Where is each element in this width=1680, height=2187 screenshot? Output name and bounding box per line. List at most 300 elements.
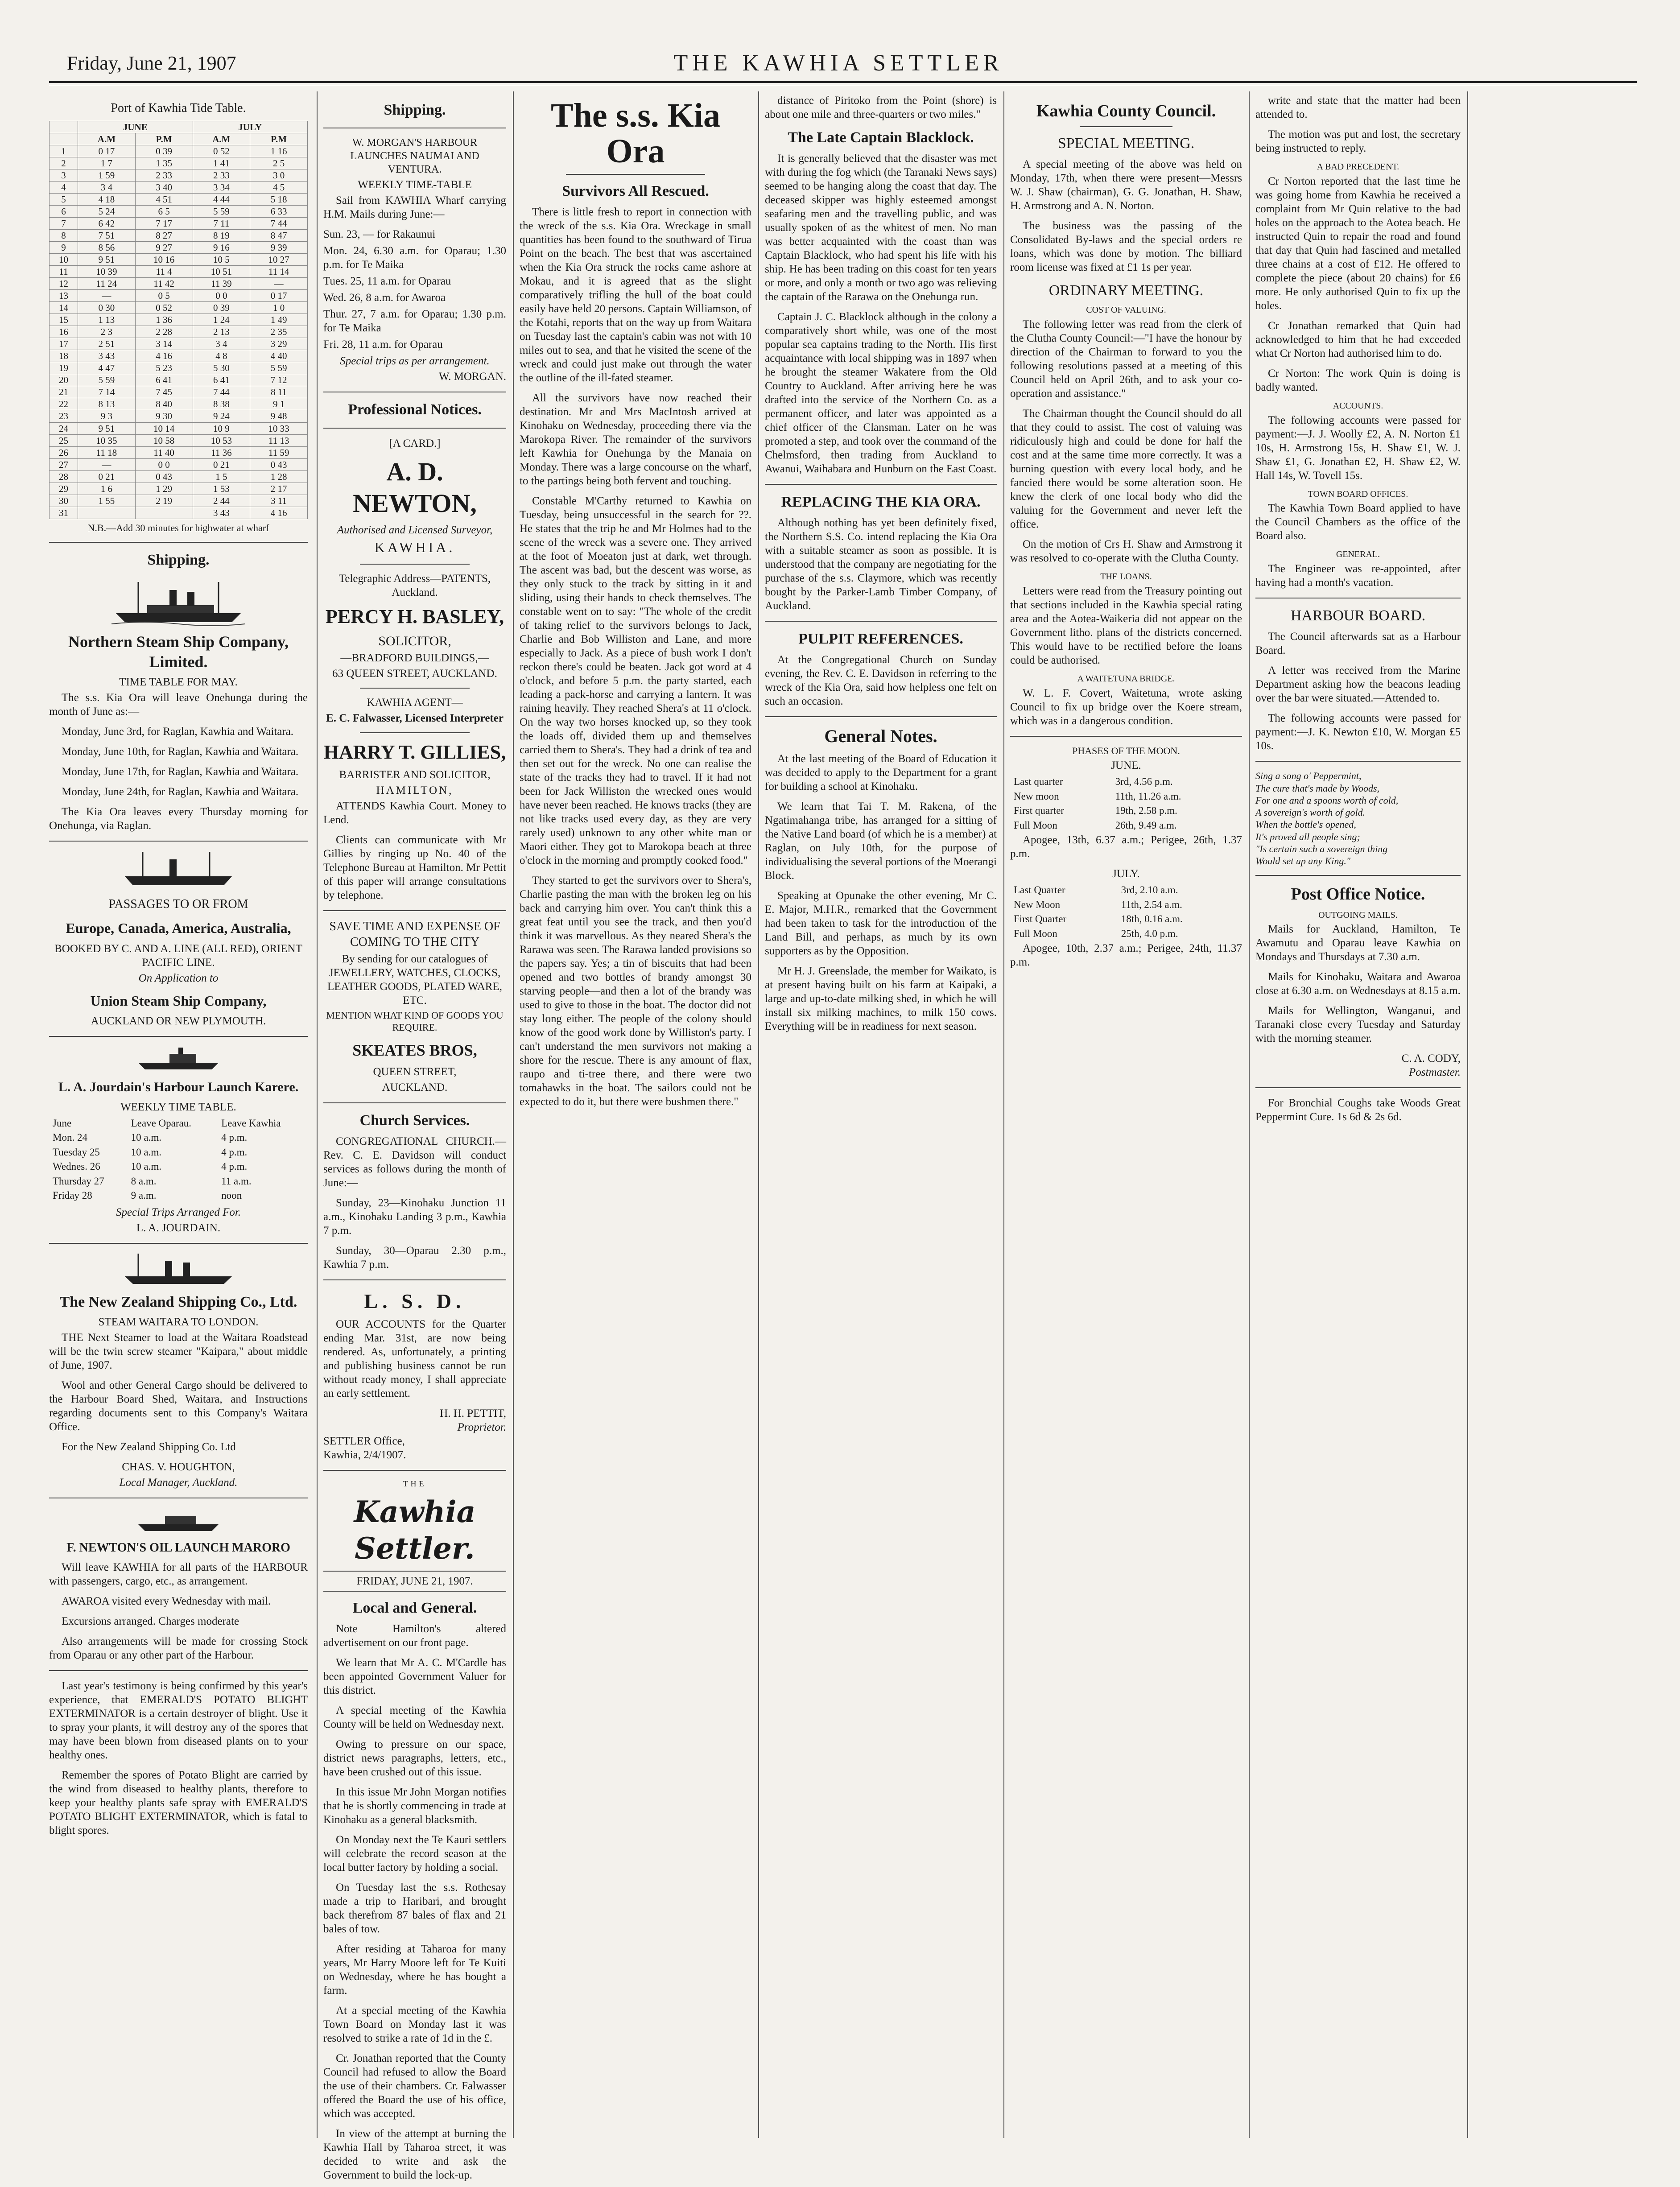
poem-line: When the bottle's opened, — [1255, 819, 1356, 830]
moon-cell: 26th, 9.49 a.m. — [1115, 819, 1177, 831]
morgan-schedule: Thur. 27, 7 a.m. for Oparau; 1.30 p.m. for Te Maika — [323, 308, 506, 334]
tide-cell: 2 51 — [78, 338, 136, 350]
harbour-text: The following accounts were passed for payment:—J. K. Newton £10, W. Morgan £5 10s. — [1255, 712, 1461, 752]
poem-line: A sovereign's worth of gold. — [1255, 807, 1366, 818]
morgan-schedule: Fri. 28, 11 a.m. for Oparau — [323, 338, 443, 351]
launch-illustration — [134, 1506, 223, 1533]
tide-cell: 7 44 — [250, 217, 308, 229]
basley-role: SOLICITOR, — [378, 633, 451, 648]
tide-cell: 27 — [50, 458, 78, 470]
precedent-heading: A BAD PRECEDENT. — [1317, 162, 1399, 172]
ordinary-paragraph: On the motion of Crs H. Shaw and Armstrong it was resolved to co-operate with the Clutha County. — [1010, 538, 1242, 565]
divider — [49, 542, 308, 543]
tide-cell: 1 24 — [193, 314, 250, 326]
tide-cell: 7 51 — [78, 230, 136, 242]
divider — [1255, 761, 1461, 762]
tide-cell: 4 40 — [250, 350, 308, 362]
divider — [765, 621, 997, 622]
tide-col-header: P.M — [135, 133, 193, 145]
nss-text: Monday, June 17th, for Raglan, Kawhia and Waitara. — [62, 766, 299, 778]
moon-cell: 18th, 0.16 a.m. — [1121, 913, 1183, 925]
tide-cell: 20 — [50, 374, 78, 386]
gillies-text: Clients can communicate with Mr Gillies by ringing up No. 40 of the Telephone Bureau at Hamilton. Mr Pettit of this paper will arrange consultations by telephone. — [323, 834, 506, 902]
tide-cell: 6 41 — [135, 374, 193, 386]
moon-note: Apogee, 10th, 2.37 a.m.; Perigee, 24th, 11.37 p.m. — [1010, 942, 1242, 969]
moon-month: JUNE. — [1111, 759, 1141, 772]
gillies-text: ATTENDS Kawhia Court. Money to Lend. — [323, 800, 506, 826]
launch-illustration — [134, 1045, 223, 1072]
column-divider — [317, 91, 318, 2138]
morgan-schedule: Tues. 25, 11 a.m. for Oparau — [323, 275, 451, 288]
tide-cell: 2 17 — [250, 483, 308, 495]
general-note: We learn that Tai T. M. Rakena, of the Ngatimahanga tribe, has arranged for a sitting of the Native Land board (of which he is a member) at Raglan, on July 10th, for the purpose of individualising the several portions of the Moerangi Block. — [765, 801, 997, 882]
agent-name: E. C. Falwasser, Licensed Interpreter — [326, 712, 504, 724]
peppermint-ad: For Bronchial Coughs take Woods Great Peppermint Cure. 1s 6d & 2s 6d. — [1255, 1097, 1461, 1123]
bridge-heading: A WAITETUNA BRIDGE. — [1077, 674, 1175, 684]
special-meeting-text: The business was the passing of the Consolidated By-laws and the special orders re loans, which was done by motion. The billiard room license was fixed at £1 1s per year. — [1010, 220, 1242, 274]
tide-cell: 10 35 — [78, 434, 136, 446]
pulpit-heading: PULPIT REFERENCES. — [798, 631, 963, 648]
morgan-schedule: Sun. 23, — for Rakaunui — [323, 228, 436, 241]
tide-cell: 9 16 — [193, 242, 250, 254]
nzsc-signature: CHAS. V. HOUGHTON, — [122, 1461, 235, 1473]
poem-line: For one and a spoons worth of cold, — [1255, 794, 1399, 806]
ordinary-paragraph: The following letter was read from the clerk of the Clutha County Council:—"I have the honour by direction of the Chairman to forward to you the following resolutions passed at a meeting of this Council held on April 26th, and to ask your co-operation and assistance." — [1010, 318, 1242, 400]
tide-cell: 5 59 — [250, 362, 308, 374]
tide-cell: 3 14 — [135, 338, 193, 350]
moon-row — [1011, 927, 1241, 941]
tide-cell: 2 28 — [135, 326, 193, 338]
tide-row — [50, 145, 308, 157]
kiaora-paragraph: There is little fresh to report in connection with the wreck of the s.s. Kia Ora. Wreckage in small quantities has been found to the southward of Tirua Point on the beach. The best that was ascertained when the Kia Ora struck the rocks came ashore at Mokau, and it is agreed that as the slight comparatively trifling the hull of the boat could easily have held 20 persons. Captain Williamson, of the Kotahi, reports that on the way up from Waitara on Tuesday last the captain's cabin was not with 10 miles out to sea, and that he visited the scene of the wreck and could just make out through the water the outline of the ill-fated steamer. — [520, 206, 751, 384]
tide-cell: 0 43 — [135, 470, 193, 483]
local-paragraph: Owing to pressure on our space, district news paragraphs, letters, etc., have been crushed out of this issue. — [323, 1738, 506, 1778]
tide-cell: 3 — [50, 169, 78, 181]
tide-cell: 9 30 — [135, 410, 193, 422]
tide-cell: 0 43 — [250, 458, 308, 470]
lsd-heading: L. S. D. — [364, 1290, 466, 1313]
tide-cell: 9 1 — [250, 398, 308, 410]
tide-cell: 10 51 — [193, 266, 250, 278]
tide-cell: 0 17 — [250, 290, 308, 302]
nss-text: The s.s. Kia Ora will leave Onehunga during the month of June as:— — [49, 692, 308, 718]
tide-cell — [78, 507, 136, 519]
skeates-address: QUEEN STREET, — [373, 1065, 457, 1078]
tide-cell: 0 5 — [135, 290, 193, 302]
moon-cell: Last quarter — [1014, 776, 1063, 788]
tide-cell: 3 0 — [250, 169, 308, 181]
tide-cell: 5 30 — [193, 362, 250, 374]
tide-cell: 7 11 — [193, 217, 250, 229]
nzsc-text: For the New Zealand Shipping Co. Ltd — [62, 1440, 236, 1453]
local-paragraph: On Monday next the Te Kauri settlers will celebrate the record season at the local butter factory by holding a social. — [323, 1834, 506, 1874]
tide-cell: 3 29 — [250, 338, 308, 350]
morgan-note: Special trips as per arrangement. — [340, 355, 490, 367]
tide-cell: 4 16 — [250, 507, 308, 519]
nameplate-date: FRIDAY, JUNE 21, 1907. — [356, 1575, 473, 1588]
post-office-text: Mails for Auckland, Hamilton, Te Awamutu and Oparau leave Kawhia on Mondays and Thursdays at 7.30 a.m. — [1255, 923, 1461, 963]
moon-table-june — [1010, 774, 1242, 833]
timetable-cell: June — [53, 1117, 72, 1129]
column-divider — [1003, 91, 1004, 2138]
tide-col-header — [50, 133, 78, 145]
tide-row — [50, 326, 308, 338]
timetable-row — [50, 1189, 307, 1203]
tide-cell: 8 56 — [78, 242, 136, 254]
harbour-board-heading: HARBOUR BOARD. — [1290, 607, 1426, 624]
article-paragraph: The motion was put and lost, the secretary being instructed to reply. — [1255, 128, 1461, 154]
tide-cell: 10 16 — [135, 254, 193, 266]
steamship-illustration — [111, 578, 245, 627]
tide-month: JULY — [193, 121, 307, 133]
bridge-text: W. L. F. Covert, Waitetuna, wrote asking Council to fix up bridge over the Koere stream, which was in a dangerous condition. — [1010, 687, 1242, 727]
replacing-heading: REPLACING THE KIA ORA. — [781, 494, 981, 511]
newton-launch-text: Will leave KAWHIA for all parts of the HARBOUR with passengers, cargo, etc., as arrangement. — [49, 1561, 308, 1587]
precedent-paragraph: Cr Norton reported that the last time he was going home from Kawhia he received a complaint from Mr Quin relative to the bad holes on the approach to the Aotea beach. He instructed Quin to repair the road and found that day that Quin had fascined and metalled three chains at a cost of £12. He offered to complete the piece (about 20 chains) for £6 more. He only authorised Quin to fix up the holes. — [1255, 175, 1461, 312]
timetable-header — [50, 1117, 307, 1131]
passages-apply: On Application to — [138, 972, 219, 984]
tide-cell: 23 — [50, 410, 78, 422]
poem-line: It's proved all people sing; — [1255, 831, 1360, 842]
timetable-row — [50, 1146, 307, 1160]
tide-cell: 6 42 — [78, 217, 136, 229]
general-text: The Engineer was re-appointed, after having had a month's vacation. — [1255, 563, 1461, 589]
timetable-cell: Wednes. 26 — [53, 1161, 100, 1172]
post-office-signature: C. A. CODY, — [1401, 1052, 1461, 1065]
moon-table-july — [1010, 883, 1242, 941]
kiaora-paragraph: All the survivors have now reached their destination. Mr and Mrs MacIntosh arrived at Kinohaku on Wednesday, proceeding there via the Marokopa River. The remainder of the survivors left Kawhia for Onehunga by the Manaia on Monday. There was a large concourse on the wharf, to the partings being both fervent and touching. — [520, 392, 751, 487]
replacing-text: Although nothing has yet been definitely fixed, the Northern S.S. Co. intend replacing the Kia Ora with a suitable steamer as soon as possible. It is understood that the company are negotiating for the purchase of the s.s. Claymore, which was recently bought by the Parker-Lamb Timber Company, of Auckland. — [765, 517, 997, 612]
local-paragraph: In view of the attempt at burning the Kawhia Hall by Taharoa street, it was decided to write and ask the Government to build the lock-up. — [323, 2128, 506, 2182]
moon-phases-heading: PHASES OF THE MOON. — [1072, 745, 1180, 756]
tide-table-title: Port of Kawhia Tide Table. — [111, 101, 246, 115]
timetable-cell: Tuesday 25 — [53, 1146, 100, 1158]
morgan-subtitle: WEEKLY TIME-TABLE — [358, 179, 472, 191]
blacklock-paragraph: Captain J. C. Blacklock although in the colony a comparatively short while, was one of the most popular sea captains trading to the North. His first acquaintance with local shipping was in 1897 when he brought the steamer Wakatere from the Old Country to Auckland. After arriving here he was drafted into the service of the Northern Co. as a permanent officer, and later was appointed as a chief officer of the Clansman. Later on he was promoted a step, and took over the command of the Chelmsford, then trading from Auckland to Awanui, Waihabara and Hunburn on the East Coast. — [765, 311, 997, 475]
newton-launch-text: AWAROA visited every Wednesday with mail. — [62, 1595, 271, 1607]
tide-cell: 11 42 — [135, 278, 193, 290]
jourdain-title: L. A. Jourdain's Harbour Launch Karere. — [58, 1080, 299, 1095]
pulpit-text: At the Congregational Church on Sunday evening, the Rev. C. E. Davidson in referring to the wreck of the Kia Ora, said how helpless one felt on such an occasion. — [765, 654, 997, 708]
tide-cell: 4 51 — [135, 193, 193, 205]
column-divider — [758, 91, 759, 2138]
skeates-text: MENTION WHAT KIND OF GOODS YOU REQUIRE. — [326, 1009, 504, 1033]
general-note: At the last meeting of the Board of Education it was decided to apply to the Department for a grant for building a school at Kinohaku. — [765, 753, 997, 793]
church-text: Sunday, 23—Kinohaku Junction 11 a.m., Kinohaku Landing 3 p.m., Kawhia 7 p.m. — [323, 1197, 506, 1237]
tide-cell: 7 12 — [250, 374, 308, 386]
nss-subtitle: TIME TABLE FOR MAY. — [119, 676, 238, 689]
divider — [360, 688, 470, 689]
tide-cell: 15 — [50, 314, 78, 326]
gillies-name: HARRY T. GILLIES, — [323, 741, 506, 763]
poem-line: The cure that's made by Woods, — [1255, 782, 1380, 794]
church-text: CONGREGATIONAL CHURCH.—Rev. C. E. Davidson will conduct services as follows during the month of June:— — [323, 1135, 506, 1189]
usc-place: AUCKLAND OR NEW PLYMOUTH. — [91, 1015, 266, 1027]
peppermint-poem — [1255, 770, 1461, 867]
tide-cell: 18 — [50, 350, 78, 362]
tide-note: N.B.—Add 30 minutes for highwater at wharf — [87, 522, 269, 533]
gillies-place: HAMILTON, — [376, 784, 454, 797]
tide-cell: 2 33 — [193, 169, 250, 181]
tide-cell: 9 39 — [250, 242, 308, 254]
tide-cell: 4 47 — [78, 362, 136, 374]
tide-cell: 3 4 — [78, 181, 136, 193]
tide-cell: 7 45 — [135, 386, 193, 398]
morgan-schedule: Sail from KAWHIA Wharf carrying H.M. Mails during June:— — [323, 194, 506, 221]
tide-cell: 1 — [50, 145, 78, 157]
masthead — [67, 48, 1610, 77]
tide-row — [50, 507, 308, 519]
divider — [323, 1571, 506, 1572]
tide-cell: 26 — [50, 446, 78, 458]
tide-row — [50, 181, 308, 193]
moon-row — [1011, 804, 1241, 818]
tide-cell: 21 — [50, 386, 78, 398]
timetable-row — [50, 1131, 307, 1145]
column-3 — [520, 94, 751, 2138]
divider — [1255, 1087, 1461, 1088]
morgan-schedule: Mon. 24, 6.30 a.m. for Oparau; 1.30 p.m. for Te Maika — [323, 245, 506, 271]
post-office-heading: Post Office Notice. — [1291, 885, 1425, 904]
divider — [1080, 126, 1172, 127]
post-office-signature-role: Postmaster. — [1409, 1066, 1461, 1079]
timetable-row — [50, 1160, 307, 1174]
church-heading: Church Services. — [359, 1112, 470, 1129]
column-divider — [1249, 91, 1250, 2138]
nss-text: Monday, June 3rd, for Raglan, Kawhia and Waitara. — [62, 726, 294, 738]
tide-col-header: P.M — [250, 133, 308, 145]
tide-cell: 1 29 — [135, 483, 193, 495]
tide-row — [50, 242, 308, 254]
tide-cell: 10 9 — [193, 422, 250, 434]
steamship-illustration — [120, 850, 236, 890]
tide-cell: 10 — [50, 254, 78, 266]
moon-cell: 19th, 2.58 p.m. — [1115, 805, 1177, 817]
newton-place: KAWHIA. — [374, 539, 455, 556]
divider — [765, 716, 997, 717]
tide-cell: 10 27 — [250, 254, 308, 266]
tide-cell: 3 43 — [78, 350, 136, 362]
tide-cell: 1 41 — [193, 157, 250, 169]
nameplate: Kawhia Settler. — [354, 1494, 476, 1566]
tide-row — [50, 483, 308, 495]
moon-row — [1011, 883, 1241, 897]
tide-cell: 0 39 — [135, 145, 193, 157]
tide-row — [50, 266, 308, 278]
tide-cell: 16 — [50, 326, 78, 338]
tide-cell: 1 55 — [78, 495, 136, 507]
tide-cell: 10 33 — [250, 422, 308, 434]
accounts-text: The following accounts were passed for payment:—J. J. Woolly £2, A. N. Norton £1 10s, H. Armstrong 15s, H. Shaw £1, W. J. Shaw £1, G. Jonathan £2, H. Shaw £2, W. Hall 14s, W. Tovell 15s. — [1255, 414, 1461, 482]
timetable-cell: Friday 28 — [53, 1190, 92, 1201]
local-paragraph: Note Hamilton's altered advertisement on our front page. — [323, 1623, 506, 1649]
timetable-cell: 11 a.m. — [221, 1175, 252, 1187]
tide-cell: 10 39 — [78, 266, 136, 278]
tide-cell: 11 36 — [193, 446, 250, 458]
general-heading: GENERAL. — [1336, 549, 1380, 560]
tide-row — [50, 374, 308, 386]
general-note: Speaking at Opunake the other evening, Mr C. E. Major, M.H.R., remarked that the Government had been taken to task for the introduction of the Land Bill, and perhaps, as much by its own supporters as by the Opposition. — [765, 890, 997, 957]
tide-cell: 2 35 — [250, 326, 308, 338]
church-text: Sunday, 30—Oparau 2.30 p.m., Kawhia 7 p.m. — [323, 1245, 506, 1271]
tide-cell: 1 7 — [78, 157, 136, 169]
tide-col-header: A.M — [193, 133, 250, 145]
jourdain-signature: L. A. JOURDAIN. — [136, 1221, 221, 1234]
moon-cell: 25th, 4.0 p.m. — [1121, 928, 1178, 939]
tide-cell: 5 23 — [135, 362, 193, 374]
tide-row — [50, 314, 308, 326]
nzsc-text: THE Next Steamer to load at the Waitara Roadstead will be the twin screw steamer "Kaipara," about middle of June, 1907. — [49, 1331, 308, 1371]
skeates-headline: SAVE TIME AND EXPENSE OF COMING TO THE CITY — [329, 920, 500, 949]
lsd-signature: H. H. PETTIT, — [440, 1407, 506, 1420]
local-paragraph: On Tuesday last the s.s. Rothesay made a trip to Haribari, and brought back therefrom 87 bales of flax and 21 bales of tow. — [323, 1882, 506, 1935]
divider — [323, 1470, 506, 1471]
moon-row — [1011, 790, 1241, 804]
moon-cell: 3rd, 2.10 a.m. — [1121, 884, 1178, 896]
column-1 — [49, 94, 308, 2138]
tide-row — [50, 470, 308, 483]
nameplate-the: THE — [403, 1479, 427, 1489]
tide-cell: 2 5 — [250, 157, 308, 169]
nzsc-subtitle: STEAM WAITARA TO LONDON. — [98, 1316, 259, 1328]
tide-row — [50, 338, 308, 350]
tide-row — [50, 434, 308, 446]
tide-cell: 9 48 — [250, 410, 308, 422]
tide-cell: 1 49 — [250, 314, 308, 326]
tide-cell: 9 24 — [193, 410, 250, 422]
nzsc-text: Wool and other General Cargo should be delivered to the Harbour Board Shed, Waitara, and Instructions regarding documents sent to this Company's Waitara Office. — [49, 1379, 308, 1433]
potato-ad-text: Last year's testimony is being confirmed by this year's experience, that EMERALD'S POTATO BLIGHT EXTERMINATOR is a certain destroyer of blight. Use it to spray your plants, it will destroy any of the spores that may have been blown from diseased plants on to your healthy ones. — [49, 1679, 308, 1761]
column-5 — [1010, 94, 1242, 2138]
poem-line: Would set up any King." — [1255, 855, 1351, 867]
tide-cell: 2 — [50, 157, 78, 169]
tide-cell: 9 3 — [78, 410, 136, 422]
timetable-row — [50, 1175, 307, 1188]
tide-cell: 24 — [50, 422, 78, 434]
timetable-cell: 10 a.m. — [131, 1161, 161, 1172]
shipping-heading: Shipping. — [147, 552, 210, 569]
poem-line: Sing a song o' Peppermint, — [1255, 770, 1362, 782]
tide-cell: 19 — [50, 362, 78, 374]
tide-row — [50, 278, 308, 290]
tide-cell: 8 38 — [193, 398, 250, 410]
moon-cell: First Quarter — [1014, 913, 1067, 925]
tide-cell: 11 — [50, 266, 78, 278]
tide-cell: 5 59 — [78, 374, 136, 386]
tide-cell: 29 — [50, 483, 78, 495]
card-label: [A CARD.] — [389, 437, 441, 450]
column-divider — [513, 91, 514, 2138]
moon-cell: Full Moon — [1014, 928, 1057, 939]
nzsc-title: The New Zealand Shipping Co., Ltd. — [59, 1293, 297, 1310]
tide-cell: 11 40 — [135, 446, 193, 458]
general-notes-heading: General Notes. — [824, 726, 937, 747]
passages-lines: BOOKED BY C. AND A. LINE (ALL RED), ORIENT PACIFIC LINE. — [54, 942, 302, 969]
jourdain-subtitle: WEEKLY TIME TABLE. — [120, 1101, 236, 1113]
shipping-heading: Shipping. — [384, 102, 446, 118]
local-general-heading: Local and General. — [352, 1600, 477, 1617]
post-office-subheading: OUTGOING MAILS. — [1318, 910, 1398, 920]
tide-cell: 8 — [50, 230, 78, 242]
steamship-illustration — [120, 1252, 236, 1287]
ordinary-paragraph: The Chairman thought the Council should do all that they could to assist. The cost of valuing was ridiculously high and could be done for half the cost and at the same time more correctly. It was a burning question with every local body, and he fancied there would be some alteration soon. He knew the clerk of one local body who did the valuing for the Government and never left the office. — [1010, 408, 1242, 531]
timetable-cell: 8 a.m. — [131, 1175, 157, 1187]
tide-cell: 2 19 — [135, 495, 193, 507]
gillies-role: BARRISTER AND SOLICITOR, — [339, 769, 491, 781]
tide-cell: 0 17 — [78, 145, 136, 157]
tide-cell: 9 51 — [78, 254, 136, 266]
tide-month: JUNE — [78, 121, 193, 133]
local-paragraph: A special meeting of the Kawhia County will be held on Wednesday next. — [323, 1704, 506, 1731]
tide-cell: 0 21 — [78, 470, 136, 483]
tide-cell: 4 — [50, 181, 78, 193]
basley-name: PERCY H. BASLEY, — [325, 606, 504, 628]
timetable-cell: Mon. 24 — [53, 1132, 87, 1143]
moon-row — [1011, 819, 1241, 833]
divider — [566, 174, 705, 175]
tide-header-row — [50, 133, 308, 145]
tide-cell: 30 — [50, 495, 78, 507]
tide-row — [50, 386, 308, 398]
tide-cell: 31 — [50, 507, 78, 519]
skeates-name: SKEATES BROS, — [352, 1041, 477, 1060]
kiaora-paragraph: They started to get the survivors over to Shera's, Charlie pasting the man with the broken leg on his back and carrying him over. You can't think this a great feat until you see the track, and then you'd think it was marvellous. As they neared Shera's the Rarawa was seen. The Rarawa landed provisions so the papers say. Yes; a tin of biscuits that had been opened and two bottles of brandy amongst 30 starving people—and then a lot of the brandy was used to give to those in the boat. The doctor did not stay long either. The people of the colony should know of the good work done by Williston's party. I can't understand the men survivors not making a shore for the rescue. There is any amount of flax, raupo and ti-tree there, and there were two tomahawks in the boat. The sailors could not be expected to do it, but there were bushmen there." — [520, 874, 751, 1108]
tide-cell: 4 44 — [193, 193, 250, 205]
tide-cell: 10 53 — [193, 434, 250, 446]
tide-cell: 9 51 — [78, 422, 136, 434]
divider — [323, 428, 506, 429]
professional-heading: Professional Notices. — [348, 401, 482, 418]
local-paragraph: Cr. Jonathan reported that the County Council had refused to allow the Board the use of their chambers. Cr. Falwasser offered the Board the use of his office, which was accepted. — [323, 2052, 506, 2120]
harbour-text: The Council afterwards sat as a Harbour Board. — [1255, 631, 1461, 657]
moon-row — [1011, 775, 1241, 789]
tide-cell: 6 — [50, 205, 78, 217]
tide-cell: 1 5 — [193, 470, 250, 483]
timetable-cell: 4 p.m. — [221, 1132, 248, 1143]
tide-cell: 7 — [50, 217, 78, 229]
basley-address: —BRADFORD BUILDINGS,— — [340, 652, 489, 664]
nss-text: Monday, June 10th, for Raglan, Kawhia and Waitara. — [62, 746, 299, 758]
tide-cell: 13 — [50, 290, 78, 302]
tide-cell: 11 59 — [250, 446, 308, 458]
nzsc-signature-role: Local Manager, Auckland. — [119, 1476, 238, 1489]
kiaora-subheadline: Survivors All Rescued. — [562, 182, 709, 199]
tide-cell: 11 14 — [250, 266, 308, 278]
tide-cell: 11 24 — [78, 278, 136, 290]
column-4 — [765, 94, 997, 2138]
divider — [1255, 875, 1461, 876]
tide-cell: 1 0 — [250, 302, 308, 314]
tide-cell: 1 28 — [250, 470, 308, 483]
tide-cell: — — [78, 458, 136, 470]
tide-cell: 6 5 — [135, 205, 193, 217]
tide-row — [50, 230, 308, 242]
townboard-heading: TOWN BOARD OFFICES. — [1308, 489, 1408, 499]
kiaora-paragraph: Constable M'Carthy returned to Kawhia on Tuesday, being unsuccessful in the search for ??. He states that the trip he and Mr Holmes had to the scene of the wreck was a severe one. They arrived at the foot of Moeaton just at dark, wet through. The ascent was bad, but the descent was worse, as they only stuck to the track by sitting in it and sliding, using their hands to check themselves. The constable went on to say: "The whole of the credit of taking relief to the survivors belongs to Jack, Charlie and Bob Williston and Lane, and more especially to Jack. As a piece of bush work I don't reckon there's could be beaten. Jack got word at 4 o'clock, and before 5 p.m. the party started, each leading a pack-horse and carrying a lantern. It was raining heavily. They reached Shera's at 11 o'clock. On the way two horses knocked up, so they took the loads off, divided them up and themselves carried them to Shera's. They had a drink of tea and then set out for the wreck. No one can realise the state of the tracks they had to travel. If it had not been for Jack Williston the wrecked ones would have never been reached. He knows tracks (they are not like tracks used every day, as they are very rarely used) unknown to any other white man or Maori either. They got to Marokopa beach at three o'clock in the morning and promptly cooked food." — [520, 495, 751, 867]
timetable-cell: 4 p.m. — [221, 1161, 248, 1172]
tide-cell: 7 44 — [193, 386, 250, 398]
article-paragraph: distance of Piritoko from the Point (shore) is about one mile and three-quarters or two miles." — [765, 95, 997, 120]
potato-ad-text: Remember the spores of Potato Blight are carried by the wind from diseased to healthy plants, therefore to keep your healthy plants safe spray with EMERALD'S POTATO BLIGHT EXTERMINATOR, which is fatal to blight spores. — [49, 1769, 308, 1836]
tide-cell: 6 33 — [250, 205, 308, 217]
morgan-schedule: Wed. 26, 8 a.m. for Awaroa — [323, 292, 446, 304]
timetable-cell: 9 a.m. — [131, 1190, 157, 1201]
tide-cell: 1 53 — [193, 483, 250, 495]
timetable-cell: 10 a.m. — [131, 1132, 161, 1143]
tide-cell: 7 17 — [135, 217, 193, 229]
jourdain-timetable — [49, 1116, 308, 1204]
tide-row — [50, 422, 308, 434]
